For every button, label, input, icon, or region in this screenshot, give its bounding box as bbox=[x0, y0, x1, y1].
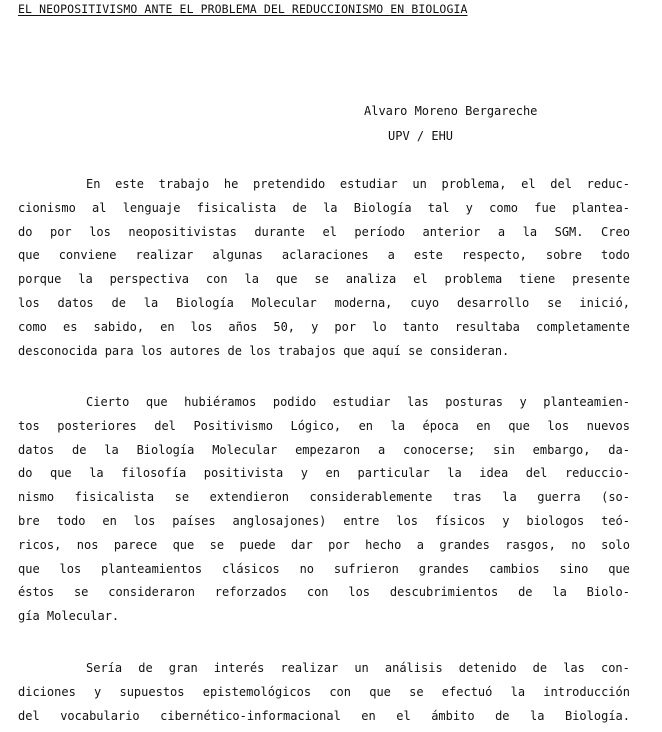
author-affiliation: UPV / EHU bbox=[388, 129, 454, 143]
text-line: que los planteamientos clásicos no sufrieron grandes cambios sino que bbox=[18, 561, 630, 576]
paragraph-3 bbox=[18, 657, 630, 728]
text-line: do que la filosofía positivista y en particular la idea del reduccio- bbox=[18, 466, 630, 481]
text-line: diciones y supuestos epistemológicos con que se efectuó la introducción bbox=[18, 684, 630, 699]
author-name: Alvaro Moreno Bergareche bbox=[364, 104, 538, 118]
text-line: do por los neopositivistas durante el período anterior a la SGM. Creo bbox=[18, 224, 630, 239]
text-line: cionismo al lenguaje fisicalista de la Biología tal y como fue plantea- bbox=[18, 200, 630, 215]
text-line: nismo fisicalista se extendieron considerablemente tras la guerra (so- bbox=[18, 490, 630, 505]
text-line: ricos, nos parece que se puede dar por hecho a grandes rasgos, no solo bbox=[18, 537, 630, 552]
text-line: que conviene realizar algunas aclaraciones a este respecto, sobre todo bbox=[18, 248, 630, 263]
text-line: porque la perspectiva con la que se analiza el problema tiene presente bbox=[18, 272, 630, 287]
text-line: Cierto que hubiéramos podido estudiar las posturas y planteamien- bbox=[86, 395, 630, 409]
text-line: como es sabido, en los años 50, y por lo tanto resultaba completamente bbox=[18, 319, 630, 334]
paragraph-1 bbox=[18, 173, 630, 363]
text-line: éstos se consideraron reforzados con los descubrimientos de la Biolo- bbox=[18, 585, 630, 600]
text-line: gía Molecular. bbox=[18, 609, 120, 624]
text-line: del vocabulario cibernético-informacional en el ámbito de la Biología. bbox=[18, 708, 630, 723]
document-title: EL NEOPOSITIVISMO ANTE EL PROBLEMA DEL REDUCCIONISMO EN BIOLOGIA bbox=[18, 2, 468, 16]
text-line: bre todo en los países anglosajones) entre los físicos y biologos teó- bbox=[18, 513, 630, 528]
text-line: los datos de la Biología Molecular moderna, cuyo desarrollo se inició, bbox=[18, 295, 630, 310]
text-line: Sería de gran interés realizar un análisis detenido de las con- bbox=[86, 661, 630, 675]
text-line: datos de la Biología Molecular empezaron a conocerse; sin embargo, da- bbox=[18, 442, 630, 457]
text-line: tos posteriores del Positivismo Lógico, en la época en que los nuevos bbox=[18, 418, 630, 433]
text-line: En este trabajo he pretendido estudiar un problema, el del reduc- bbox=[86, 177, 630, 191]
text-line: desconocida para los autores de los trabajos que aquí se consideran. bbox=[18, 343, 510, 358]
paragraph-2 bbox=[18, 391, 630, 629]
